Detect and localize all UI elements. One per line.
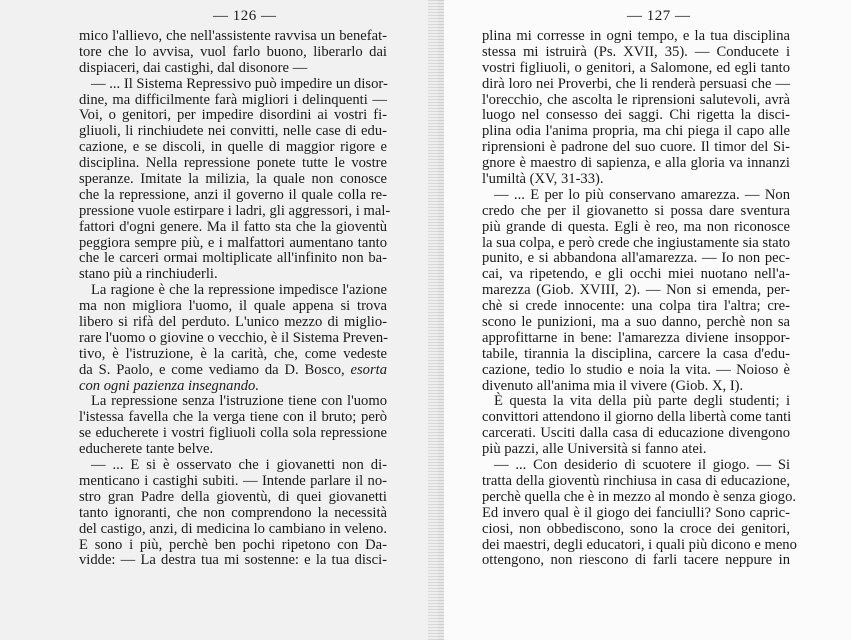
- line-text: cazione, tedio lo studio e noia la vita. — Noioso è: [482, 361, 790, 378]
- line-text: plina mi corresse in ogni tempo, e la tua disciplina: [482, 28, 790, 44]
- line-text: divenuto all'anima mia il vivere (Giob. X, I).: [482, 377, 744, 394]
- line-text: gliuoli, li rinchiudete nei convitti, nelle case di edu-: [79, 123, 387, 140]
- line-text: approfittarne in bene: l'amarezza diviene insoppor-: [482, 329, 790, 346]
- line-text: tivo, è l'istruzione, è la carità, che, come vedeste: [79, 345, 387, 362]
- text-line: [482, 363, 790, 379]
- line-text: E sono i più, perchè ben pochi ripetono con Da-: [79, 536, 387, 553]
- text-line: [79, 410, 387, 426]
- line-text: convittori attendono il giorno della libertà come tanti: [482, 409, 792, 426]
- line-text: fattori d'ogni genere. Ma il fatto sta che la gioventù: [79, 218, 387, 235]
- line-text: punito, e si abbandona all'amarezza. — Io non pec-: [482, 250, 790, 267]
- italic-text: esorta: [350, 361, 387, 378]
- text-line: [482, 77, 790, 93]
- text-line: [79, 315, 387, 331]
- line-text: mico l'allievo, che nell'assistente ravvisa un benefat-: [79, 28, 387, 44]
- line-text: — ... E per lo più conservano amarezza. — Non: [494, 186, 790, 203]
- text-line: [482, 426, 790, 442]
- text-line: [482, 140, 790, 156]
- line-text: dine, ma difficilmente farà migliori i delinquenti —: [79, 91, 387, 108]
- text-line: [482, 61, 790, 77]
- line-text: carcerati. Usciti dalla casa di educazione divengono: [482, 425, 790, 442]
- line-text: La repressione senza l'istruzione tiene con l'uomo: [91, 393, 387, 410]
- line-text: — ... E si è osservato che i giovanetti non di-: [91, 457, 387, 474]
- line-text: l'umiltà (XV, 31-33).: [482, 171, 604, 188]
- text-line: [79, 77, 387, 93]
- line-text: stessa mi istruirà (Ps. XVII, 35). — Conducete i: [482, 43, 790, 60]
- text-line: [79, 299, 387, 315]
- line-text: speranze. Imitate la milizia, la quale non conosce: [79, 171, 387, 188]
- text-line: [482, 45, 790, 61]
- text-line: [79, 553, 387, 569]
- text-line: [79, 124, 387, 140]
- line-text: più grande di questa. Egli è reo, ma non riconosce: [482, 218, 790, 235]
- text-line: [482, 204, 790, 220]
- text-line: [79, 220, 387, 236]
- line-text: che le carceri ormai moltiplicate all'infinito non ba-: [79, 250, 387, 267]
- text-line: [482, 236, 790, 252]
- line-text: del castigo, anzi, di medicina lo cambiano in veleno.: [79, 520, 387, 537]
- line-text: riprensioni è padrone del suo cuore. Il timor del Si-: [482, 139, 790, 156]
- text-line: [79, 426, 387, 442]
- line-text: cai, va ripetendo, e gli occhi miei nuotano nell'a-: [482, 266, 790, 283]
- line-text: pressione vuole estirpare i ladri, gli aggressori, i mal-: [79, 202, 391, 219]
- line-text: menticano i castighi subiti. — Intende parlare il no-: [79, 472, 387, 489]
- text-line: [79, 506, 387, 522]
- line-text: Ed invero qual è il giogo dei fanciulli? Sono capric-: [482, 504, 790, 521]
- text-line: [482, 299, 790, 315]
- text-line: [79, 108, 387, 124]
- line-text: l'orecchio, che ascolta le riprensioni salutevoli, avrà: [482, 91, 790, 108]
- text-line: [79, 93, 387, 109]
- line-text: ottengono, non riescono di farli tacere neppure in: [482, 552, 790, 569]
- text-line: [79, 61, 387, 77]
- text-line: [482, 522, 790, 538]
- line-text: scono le punizioni, ma a suo danno, perchè non sa: [482, 314, 790, 331]
- line-text: vidde: — La destra tua mi sostenne: e la tua disci-: [79, 552, 387, 569]
- line-text: plina odia l'anima propria, ma chi piega il capo alle: [482, 123, 790, 140]
- line-text: La ragione è che la repressione impedisce l'azione: [91, 282, 387, 299]
- line-text: tanto ignoranti, che non comprendono la necessità: [79, 504, 387, 521]
- line-text: cazione, e se discoli, in quelle di maggior rigore e: [79, 139, 387, 156]
- page-edge: [438, 0, 444, 640]
- text-line: [79, 29, 387, 45]
- line-text: credo che per il giovanetto si possa dare sventura: [482, 202, 790, 219]
- line-text: stro gran Padre della gioventù, di quei giovanetti: [79, 488, 387, 505]
- line-text: tratta della gioventù rinchiusa in casa di educazione,: [482, 472, 790, 489]
- text-line: [482, 474, 790, 490]
- line-text: luogo nel consesso dei saggi. Chi rigetta la disci-: [482, 107, 790, 124]
- page-number: — 127 —: [627, 8, 691, 24]
- text-line: [482, 283, 790, 299]
- text-line: [79, 156, 387, 172]
- line-text: gnore è maestro di sapienza, e alla gloria va innanzi: [482, 155, 790, 172]
- line-text: libero si rifà del perduto. L'unico mezzo di miglio-: [79, 314, 387, 331]
- italic-text: con ogni pazienza insegnando.: [79, 377, 259, 394]
- line-text: — ... Il Sistema Repressivo può impedire un disor-: [91, 75, 388, 92]
- page-number: — 126 —: [213, 8, 277, 24]
- text-line: [79, 490, 387, 506]
- page-text: [79, 28, 391, 569]
- line-text: disciplina. Nella repressione ponete tutte le vostre: [79, 155, 387, 172]
- page-text: [482, 28, 797, 569]
- text-line: [79, 267, 387, 283]
- text-line: [482, 442, 790, 458]
- text-line: [79, 140, 387, 156]
- line-text: dispiaceri, dai castighi, dal disonore —: [79, 59, 308, 76]
- line-text: educherete tante belve.: [79, 441, 214, 458]
- text-line: [79, 251, 387, 267]
- text-line: [79, 522, 387, 538]
- text-line: [482, 29, 790, 45]
- text-line: [79, 236, 387, 252]
- text-line: [482, 172, 790, 188]
- text-line: [482, 331, 790, 347]
- line-text: marezza (Giob. XVIII, 2). — Non si emenda, per-: [482, 282, 790, 299]
- line-text: la sua colpa, e però crede che ingiustamente sia stato: [482, 234, 790, 251]
- text-line: [482, 93, 790, 109]
- line-text: l'istessa favella che la verga tiene con il bruto; però: [79, 409, 387, 426]
- line-text: — ... Con desiderio di scuotere il giogo. — Si: [494, 457, 790, 474]
- text-line: [79, 283, 387, 299]
- line-text: da S. Paolo, e come vediamo da D. Bosco,: [79, 361, 351, 378]
- text-line: [79, 394, 387, 410]
- line-text: dei maestri, degli educatori, i quali più dicono e meno: [482, 536, 797, 553]
- text-line: [482, 394, 790, 410]
- line-text: tore che lo avvisa, vuol farlo buono, liberarlo dai: [79, 43, 387, 60]
- line-text: rare l'uomo o giovine o vecchio, è il Sistema Preven-: [79, 329, 389, 346]
- text-line: [482, 488, 797, 506]
- line-text: È questa la vita della più parte degli studenti; i: [494, 393, 790, 410]
- text-line: [79, 363, 387, 379]
- text-line: [482, 267, 790, 283]
- line-text: dirà loro nei Proverbi, che li renderà persuasi che —: [482, 75, 790, 92]
- text-line: [79, 331, 387, 347]
- text-line: [79, 538, 387, 554]
- text-line: [482, 220, 790, 236]
- text-line: [482, 315, 790, 331]
- line-text: che la repressione, anzi il governo il quale colla re-: [79, 186, 387, 203]
- line-text: tabile, tirannia la disciplina, carcere la casa d'edu-: [482, 345, 790, 362]
- text-line: [482, 458, 790, 474]
- text-line: [482, 410, 790, 426]
- line-text: vostri figliuoli, o genitori, a Salomone, ed egli tanto: [482, 59, 790, 76]
- line-text: ciosi, non obbediscono, sono la croce dei genitori,: [482, 520, 790, 537]
- text-line: [79, 188, 387, 204]
- text-line: [482, 506, 790, 522]
- text-line: [482, 251, 790, 267]
- line-text: peggiora sempre più, e i malfattori aumentano tanto: [79, 234, 387, 251]
- line-text: perchè quella che è in mezzo al mondo è senza giogo.: [482, 488, 797, 505]
- text-line: [482, 124, 790, 140]
- text-line: [482, 553, 790, 569]
- line-text: se educherete i vostri figliuoli colla sola repressione: [79, 425, 387, 442]
- text-line: [79, 474, 387, 490]
- text-line: [79, 458, 387, 474]
- text-line: [482, 536, 797, 554]
- text-line: [79, 172, 387, 188]
- line-text: ma non migliora l'uomo, il quale appena si trova: [79, 298, 387, 315]
- text-line: [482, 156, 790, 172]
- line-text: chè si crede innocente: una colpa tira l'altra; cre-: [482, 298, 790, 315]
- text-line: [482, 347, 790, 363]
- text-line: [79, 347, 387, 363]
- text-line: [482, 108, 790, 124]
- text-line: [79, 45, 387, 61]
- text-line: [79, 202, 391, 220]
- line-text: più pazzi, alle Università si fanno atei.: [482, 441, 707, 458]
- text-line: [79, 379, 387, 395]
- line-text: Voi, o genitori, per impedire disordini ai vostri fi-: [79, 107, 387, 124]
- right-page: [438, 0, 851, 640]
- text-line: [482, 188, 790, 204]
- text-line: [79, 442, 387, 458]
- line-text: stano più a rinchiuderli.: [79, 266, 218, 283]
